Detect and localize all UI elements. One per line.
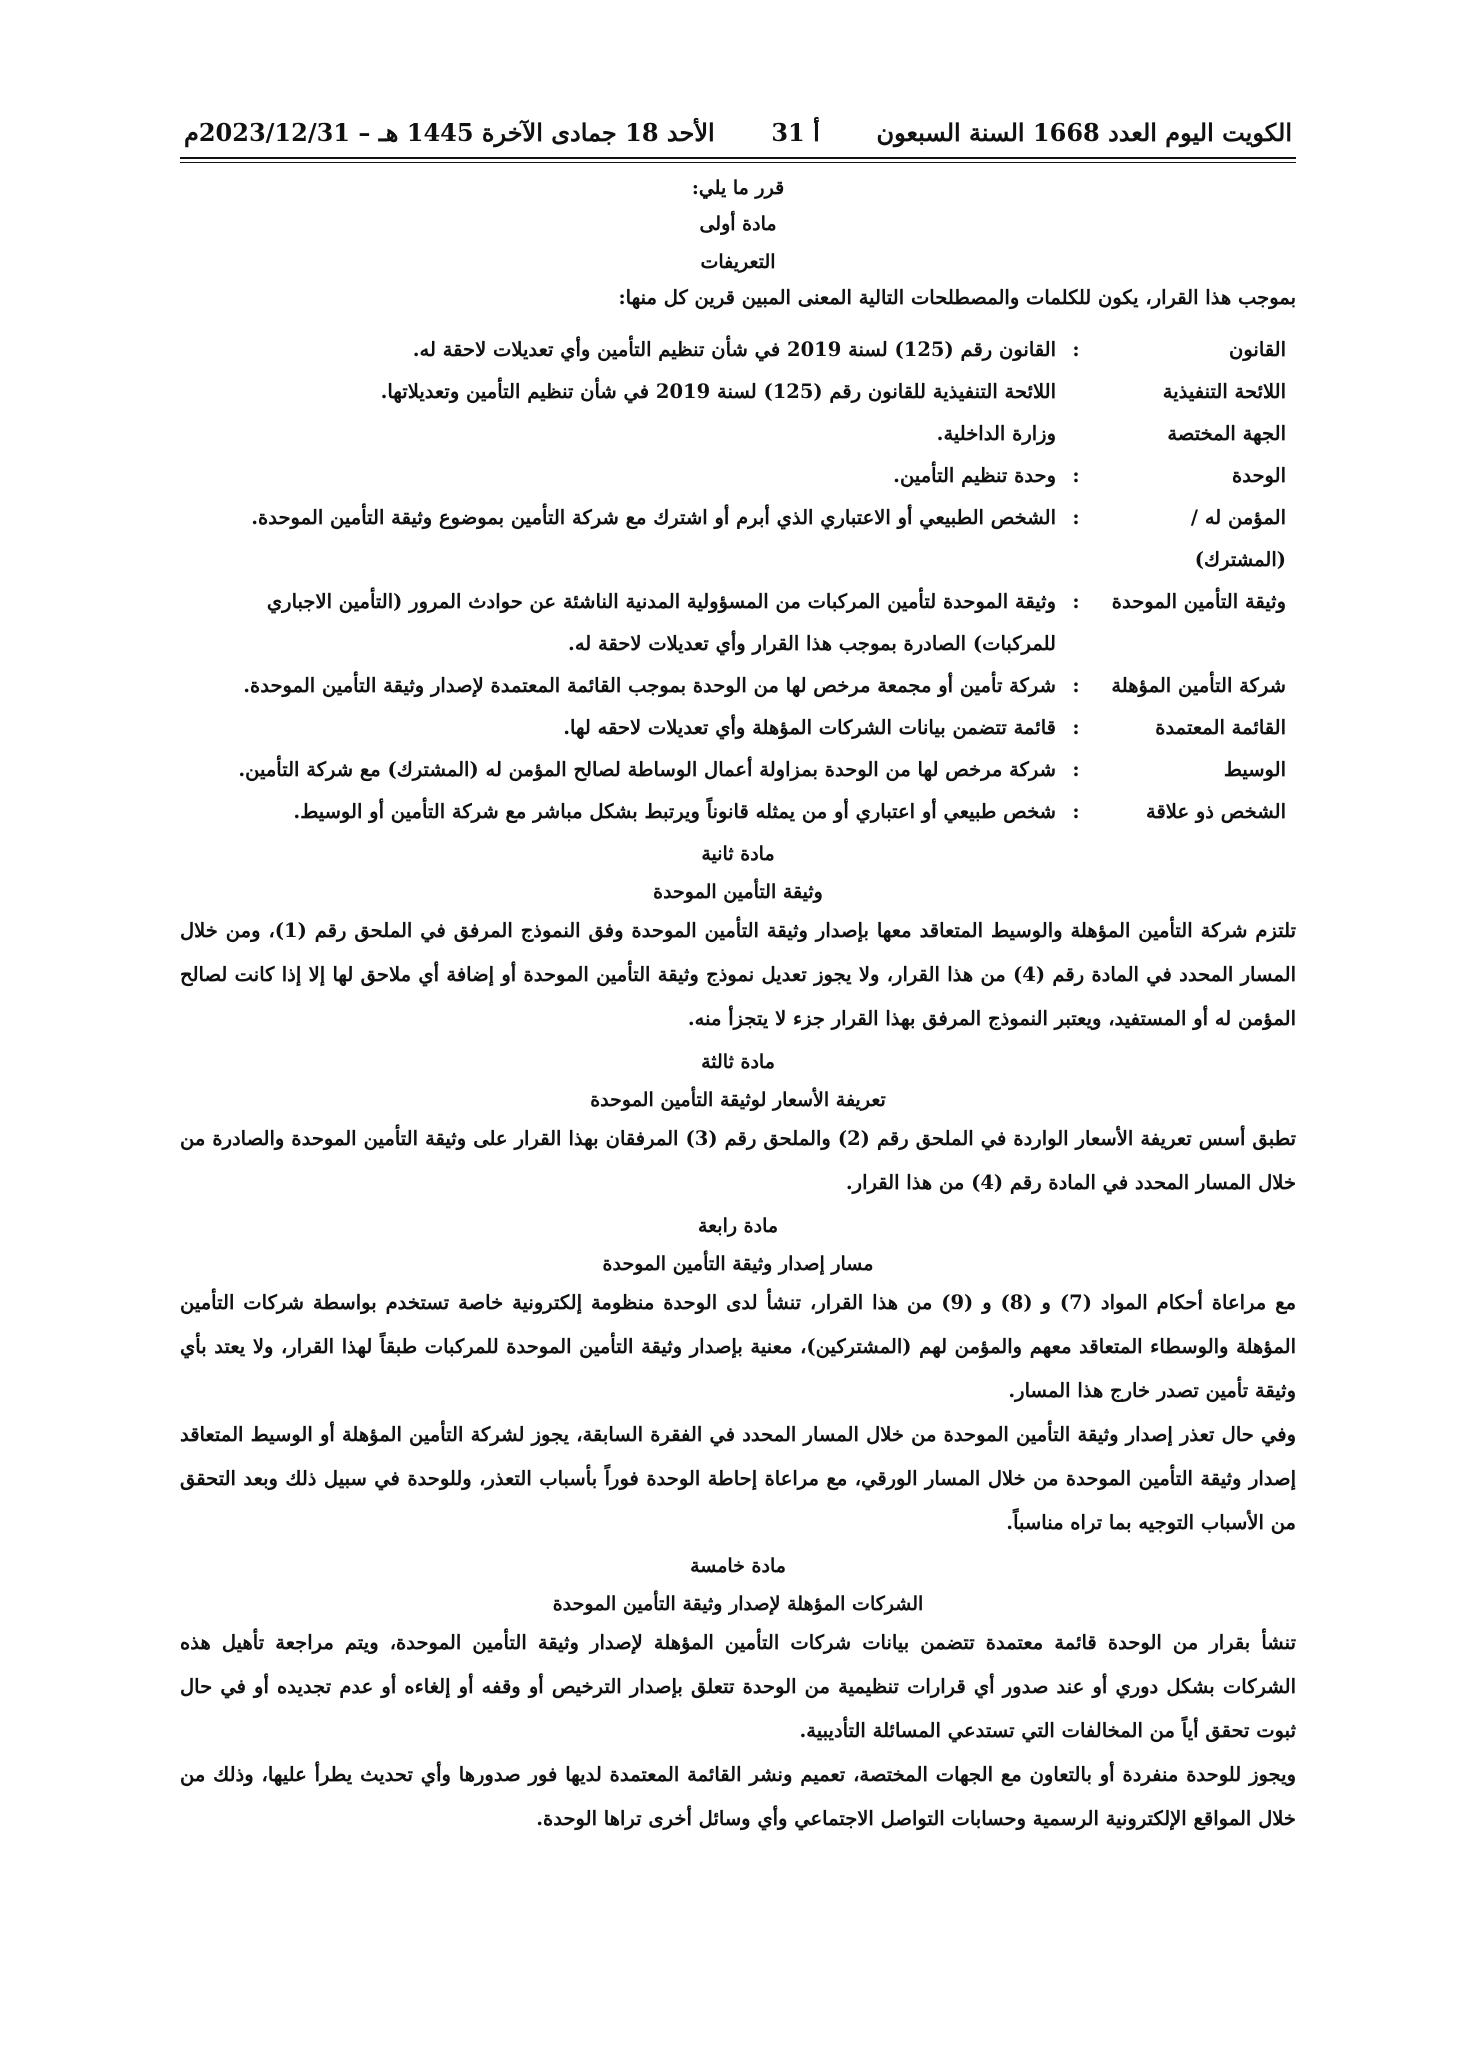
definition-term: الوحدة: [1232, 464, 1286, 487]
page-header: [180, 118, 1296, 147]
definition-text: وثيقة الموحدة لتأمين المركبات من المسؤولية المدنية الناشئة عن حوادث المرور (التأمين الاجباري للمركبات) الصادرة بموجب هذا القرار وأي تعديلات لاحقة له.: [266, 590, 1056, 655]
article3-title: مادة ثالثة: [701, 1051, 775, 1073]
definition-row: [180, 581, 1296, 665]
definitions-list: [180, 329, 1296, 833]
definition-term: الشخص ذو علاقة: [1146, 800, 1286, 823]
definition-text: شركة تأمين أو مجمعة مرخص لها من الوحدة بموجب القائمة المعتمدة لإصدار وثيقة التأمين الموحدة.: [243, 674, 1056, 697]
article3-text: تطبق أسس تعريفة الأسعار الواردة في الملحق رقم (2) والملحق رقم (3) المرفقان بهذا القرار على وثيقة التأمين الموحدة والصادرة من خلال المسار المحدد في المادة رقم (4) من هذا القرار.: [180, 1127, 1296, 1194]
article5-title: مادة خامسة: [690, 1555, 786, 1577]
definition-colon: :: [1072, 590, 1080, 613]
article2-title: مادة ثانية: [701, 843, 775, 865]
definition-colon: :: [1072, 800, 1080, 823]
article5-subtitle: الشركات المؤهلة لإصدار وثيقة التأمين الموحدة: [552, 1593, 924, 1615]
definition-text: شخص طبيعي أو اعتباري أو من يمثله قانوناً ويرتبط بشكل مباشر مع شركة التأمين أو الوسيط.: [293, 800, 1056, 823]
article4-title: مادة رابعة: [697, 1215, 779, 1237]
definition-row: [180, 371, 1296, 413]
article4-subtitle: مسار إصدار وثيقة التأمين الموحدة: [602, 1253, 874, 1275]
definition-row: [180, 791, 1296, 833]
definition-colon: :: [1072, 674, 1080, 697]
definitions-preamble: بموجب هذا القرار، يكون للكلمات والمصطلحات التالية المعنى المبين قرين كل منها:: [618, 286, 1296, 309]
definition-term: المؤمن له / (المشترك): [1190, 506, 1286, 571]
definition-colon: :: [1072, 716, 1080, 739]
definition-text: وحدة تنظيم التأمين.: [893, 464, 1056, 487]
definition-text: اللائحة التنفيذية للقانون رقم (125) لسنة 2019 في شأن تنظيم التأمين وتعديلاتها.: [380, 380, 1056, 403]
definition-term: القانون: [1229, 338, 1286, 361]
definition-term: شركة التأمين المؤهلة: [1111, 674, 1286, 697]
definition-term: القائمة المعتمدة: [1155, 716, 1286, 739]
header-rule: [180, 157, 1296, 159]
issue-date: الأحد 18 جمادى الآخرة 1445 هـ – 2023/12/31م: [184, 118, 715, 147]
definition-text: قائمة تتضمن بيانات الشركات المؤهلة وأي تعديلات لاحقه لها.: [563, 716, 1056, 739]
definition-term: الوسيط: [1223, 758, 1286, 781]
definition-text: شركة مرخص لها من الوحدة بمزاولة أعمال الوساطة لصالح المؤمن له (المشترك) مع شركة التأمين.: [238, 758, 1056, 781]
article2-text: تلتزم شركة التأمين المؤهلة والوسيط المتعاقد معها بإصدار وثيقة التأمين الموحدة وفق النموذج المرفق في الملحق رقم (1)، ومن خلال المسار المحدد في المادة رقم (4) من هذا القرار، ولا يجوز تعديل نموذج وثيقة التأمين الموحدة أو إضافة أي ملاحق لها إلا إذا كانت لصالح المؤمن له أو المستفيد، ويعتبر النموذج المرفق بهذا القرار جزء لا يتجزأ منه.: [180, 919, 1296, 1030]
definition-row: [180, 413, 1296, 455]
article5-paragraph-1: تنشأ بقرار من الوحدة قائمة معتمدة تتضمن بيانات شركات التأمين المؤهلة لإصدار وثيقة التأمين الموحدة، ويتم مراجعة تأهيل هذه الشركات بشكل دوري أو عند صدور أي قرارات تنظيمية من الوحدة تتعلق بإصدار الترخيص أو وقفه أو إلغاءه أو عدم تجديده أو في حال ثبوت تحقق أياً من المخالفات التي تستدعي المسائلة التأديبية.: [180, 1631, 1296, 1742]
definition-row: [180, 329, 1296, 371]
definition-term: الجهة المختصة: [1167, 422, 1286, 445]
definition-colon: :: [1072, 338, 1080, 361]
gazette-issue: الكويت اليوم العدد 1668 السنة السبعون: [876, 118, 1292, 147]
definition-colon: :: [1072, 464, 1080, 487]
definition-text: القانون رقم (125) لسنة 2019 في شأن تنظيم التأمين وأي تعديلات لاحقة له.: [412, 338, 1056, 361]
article2-subtitle: وثيقة التأمين الموحدة: [653, 881, 823, 903]
definition-row: [180, 707, 1296, 749]
definition-row: [180, 455, 1296, 497]
definition-row: [180, 665, 1296, 707]
definitions-title: التعريفات: [700, 251, 776, 273]
article4-paragraph-1: مع مراعاة أحكام المواد (7) و (8) و (9) من هذا القرار، تنشأ لدى الوحدة منظومة إلكترونية خاصة تستخدم بواسطة شركات التأمين المؤهلة والوسطاء المتعاقد معهم والمؤمن لهم (المشتركين)، معنية بإصدار وثيقة التأمين الموحدة للمركبات طبقاً لهذا القرار، ولا يعتد بأي وثيقة تأمين تصدر خارج هذا المسار.: [180, 1291, 1297, 1402]
definition-colon: :: [1072, 758, 1080, 781]
definition-term: اللائحة التنفيذية: [1162, 380, 1286, 403]
definition-row: [180, 749, 1296, 791]
definition-colon: :: [1072, 506, 1080, 529]
header-rule-thin: [180, 162, 1296, 163]
article4-paragraph-2: وفي حال تعذر إصدار وثيقة التأمين الموحدة من خلال المسار المحدد في الفقرة السابقة، يجوز لشركة التأمين المؤهلة أو الوسيط المتعاقد إصدار وثيقة التأمين الموحدة من خلال المسار الورقي، مع مراعاة إحاطة الوحدة فوراً بأسباب التعذر، وللوحدة في سبيل ذلك وبعد التحقق من الأسباب التوجيه بما تراه مناسباً.: [180, 1423, 1296, 1534]
definition-text: الشخص الطبيعي أو الاعتباري الذي أبرم أو اشترك مع شركة التأمين بموضوع وثيقة التأمين الموحدة.: [251, 506, 1056, 529]
page-number: أ 31: [771, 118, 820, 147]
article3-subtitle: تعريفة الأسعار لوثيقة التأمين الموحدة: [590, 1089, 886, 1111]
article5-paragraph-2: ويجوز للوحدة منفردة أو بالتعاون مع الجهات المختصة، تعميم ونشر القائمة المعتمدة لديها فور صدورها وأي تحديث يطرأ عليها، وذلك من خلال المواقع الإلكترونية الرسمية وحسابات التواصل الاجتماعي وأي وسائل أخرى تراها الوحدة.: [180, 1763, 1296, 1830]
article1-title: مادة أولى: [699, 213, 777, 235]
definition-text: وزارة الداخلية.: [936, 422, 1056, 445]
definition-row: [180, 497, 1296, 581]
definition-term: وثيقة التأمين الموحدة: [1111, 590, 1286, 613]
decided-heading: قرر ما يلي:: [691, 177, 785, 199]
